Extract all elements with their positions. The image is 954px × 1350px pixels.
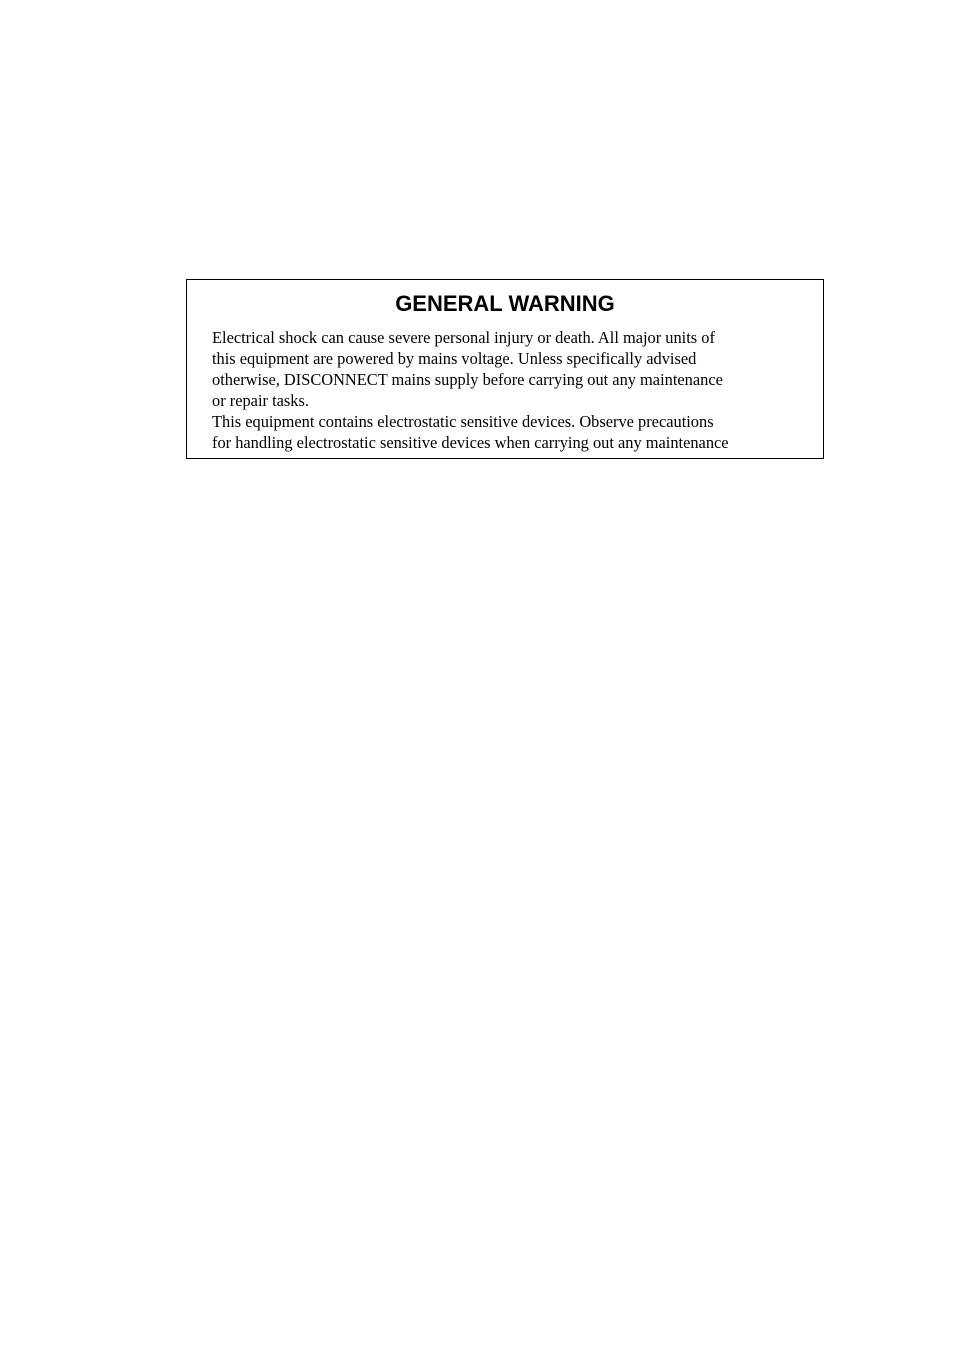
warning-title: GENERAL WARNING (395, 291, 615, 316)
warning-line: for handling electrostatic sensitive devices when carrying out any maintenance (212, 433, 729, 452)
warning-body (212, 327, 812, 453)
warning-line: or repair tasks. (212, 391, 309, 410)
warning-line: this equipment are powered by mains voltage. Unless specifically advised (212, 349, 697, 368)
warning-line: Electrical shock can cause severe personal injury or death. All major units of (212, 328, 715, 347)
warning-line: otherwise, DISCONNECT mains supply before carrying out any maintenance (212, 370, 723, 389)
warning-line: This equipment contains electrostatic sensitive devices. Observe precautions (212, 412, 714, 431)
general-warning-box (186, 279, 824, 459)
